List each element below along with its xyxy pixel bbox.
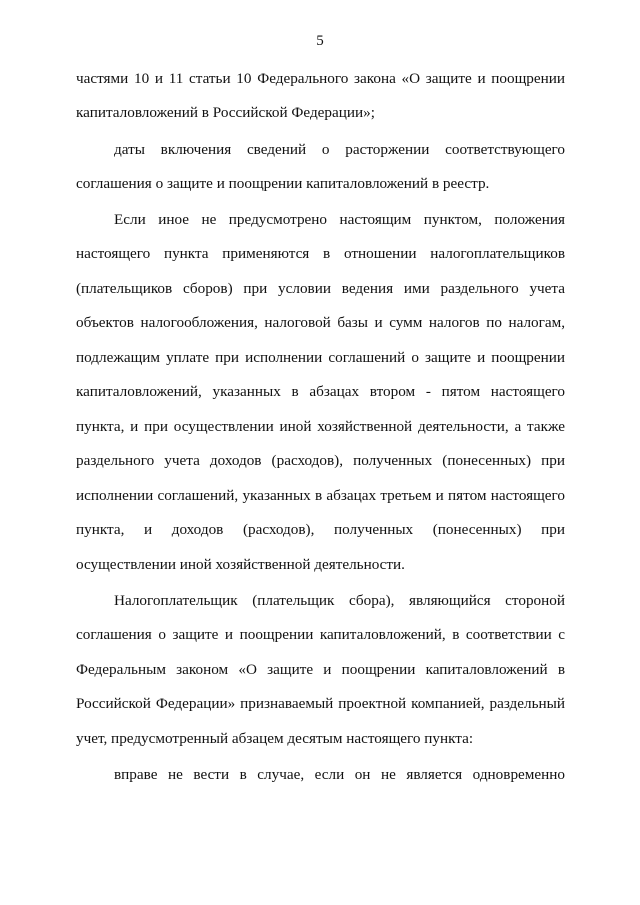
text-line: раздельного учета доходов (расходов), полученных (понесенных) при (76, 452, 565, 469)
text-line: Российской Федерации» признаваемый проектной компанией, раздельный (76, 695, 565, 712)
text-line: капиталовложений в Российской Федерации»; (76, 104, 375, 121)
text-line: подлежащим уплате при исполнении соглашений о защите и поощрении (76, 349, 565, 366)
text-line: частями 10 и 11 статьи 10 Федерального закона «О защите и поощрении (76, 70, 565, 87)
paragraph-first-line: даты включения сведений о расторжении соответствующего (114, 141, 565, 158)
text-line: соглашения о защите и поощрении капиталовложений, в соответствии с (76, 626, 565, 643)
text-line: исполнении соглашений, указанных в абзацах третьем и пятом настоящего (76, 487, 565, 504)
text-line: настоящего пункта применяются в отношении налогоплательщиков (76, 245, 565, 262)
text-line: (плательщиков сборов) при условии ведения ими раздельного учета (76, 280, 565, 297)
text-line: Федеральным законом «О защите и поощрении капиталовложений в (76, 661, 565, 678)
text-line: пункта, и доходов (расходов), полученных (понесенных) при (76, 521, 565, 538)
text-line: осуществлении иной хозяйственной деятельности. (76, 556, 405, 573)
paragraph-first-line: Налогоплательщик (плательщик сбора), являющийся стороной (114, 592, 565, 609)
paragraph-first-line: Если иное не предусмотрено настоящим пунктом, положения (114, 211, 565, 228)
page-number: 5 (316, 33, 324, 49)
text-line: учет, предусмотренный абзацем десятым настоящего пункта: (76, 730, 474, 747)
text-line: соглашения о защите и поощрении капиталовложений в реестр. (76, 175, 490, 192)
paragraph-first-line: вправе не вести в случае, если он не является одновременно (114, 766, 565, 783)
text-line: пункта, и при осуществлении иной хозяйственной деятельности, а также (76, 418, 565, 435)
text-line: объектов налогообложения, налоговой базы и сумм налогов по налогам, (76, 314, 565, 331)
text-line: капиталовложений, указанных в абзацах втором - пятом настоящего (76, 383, 565, 400)
